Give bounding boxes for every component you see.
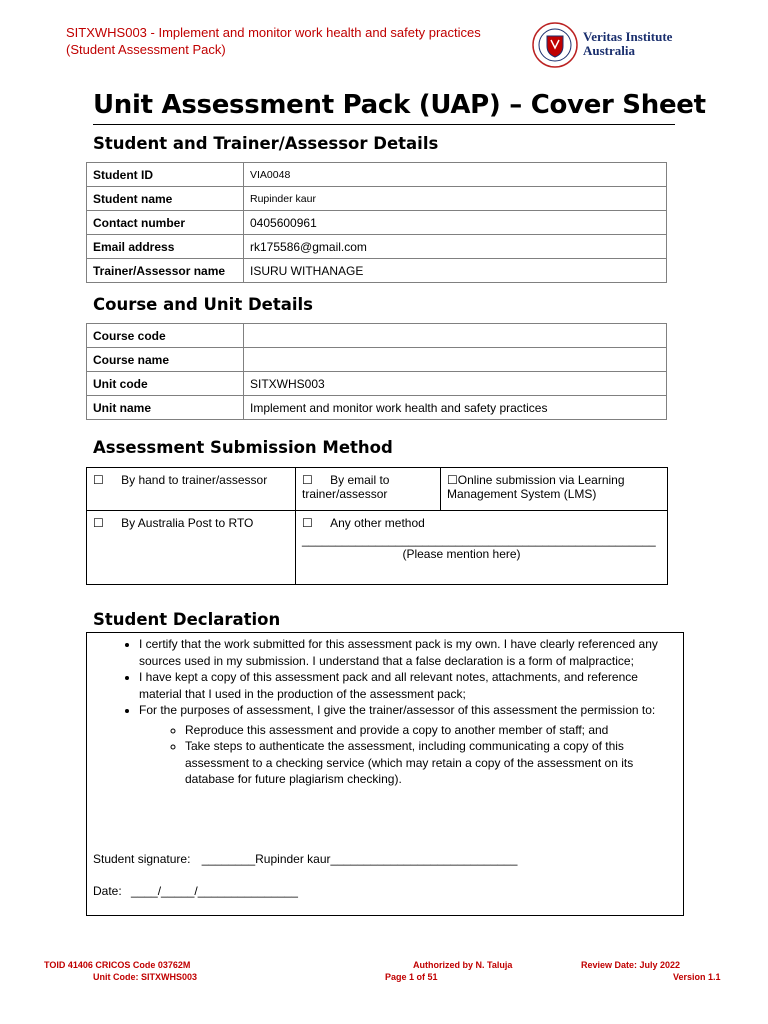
- student-details-heading: Student and Trainer/Assessor Details: [93, 134, 439, 153]
- other-method-hint: (Please mention here): [402, 547, 521, 561]
- table-row: [87, 235, 667, 259]
- footer-version: Version 1.1: [673, 972, 721, 982]
- table-row: [87, 211, 667, 235]
- student-id-value[interactable]: VIA0048: [244, 163, 667, 187]
- date-line: [93, 884, 298, 898]
- course-code-value[interactable]: [244, 324, 667, 348]
- list-item: • I have kept a copy of this assessment pack and all relevant notes, attachments, and reference material that I used in the production of the assessment pack;: [139, 669, 683, 702]
- course-name-value[interactable]: [244, 348, 667, 372]
- unit-code-value[interactable]: SITXWHS003: [244, 372, 667, 396]
- submission-method-table: [86, 467, 668, 585]
- student-name-label: Student name: [87, 187, 244, 211]
- by-email-option[interactable]: [296, 468, 441, 511]
- table-row: [87, 372, 667, 396]
- trainer-name-value[interactable]: ISURU WITHANAGE: [244, 259, 667, 283]
- list-item: [139, 702, 683, 788]
- other-method-label: Any other method: [330, 516, 425, 530]
- checkbox-icon[interactable]: ☐: [302, 516, 313, 530]
- logo-text-line2: Australia: [583, 43, 635, 58]
- trainer-name-label: Trainer/Assessor name: [87, 259, 244, 283]
- submission-method-heading: Assessment Submission Method: [93, 438, 393, 457]
- course-details-table: [86, 323, 667, 420]
- signature-label: Student signature:: [93, 852, 191, 866]
- online-option[interactable]: [441, 468, 668, 511]
- list-item-text: For the purposes of assessment, I give the trainer/assessor of this assessment the permission to:: [139, 703, 656, 717]
- date-label: Date:: [93, 884, 122, 898]
- checkbox-icon[interactable]: ☐: [93, 473, 104, 487]
- table-row: [87, 396, 667, 420]
- student-details-table: [86, 162, 667, 283]
- title-rule: [93, 124, 675, 125]
- table-row: [87, 511, 668, 585]
- signature-field[interactable]: ________Rupinder kaur____________________________: [201, 852, 518, 866]
- unit-code-label: Unit code: [87, 372, 244, 396]
- footer-review-date: Review Date: July 2022: [581, 960, 681, 970]
- online-label-2: Management System (LMS): [447, 487, 597, 501]
- crest-icon: [530, 22, 580, 68]
- course-details-heading: Course and Unit Details: [93, 295, 313, 314]
- table-row: [87, 348, 667, 372]
- course-name-label: Course name: [87, 348, 244, 372]
- by-email-label-1: By email to: [330, 473, 390, 487]
- table-row: [87, 163, 667, 187]
- table-row: [87, 468, 668, 511]
- student-name-value[interactable]: Rupinder kaur: [244, 187, 667, 211]
- table-row: [87, 187, 667, 211]
- other-method-option[interactable]: [296, 511, 668, 585]
- unit-name-label: Unit name: [87, 396, 244, 420]
- declaration-box: [86, 632, 684, 916]
- by-hand-option[interactable]: [87, 468, 296, 511]
- online-label-1: Online submission via Learning: [457, 473, 625, 487]
- email-address-value[interactable]: rk175586@gmail.com: [244, 235, 667, 259]
- header-title: SITXWHS003 - Implement and monitor work health and safety practices: [66, 25, 481, 40]
- list-item: ◦ Reproduce this assessment and provide a copy to another member of staff; and: [185, 722, 683, 739]
- contact-number-value[interactable]: 0405600961: [244, 211, 667, 235]
- student-declaration-heading: Student Declaration: [93, 610, 281, 629]
- by-post-label: By Australia Post to RTO: [121, 516, 254, 530]
- by-hand-label: By hand to trainer/assessor: [121, 473, 268, 487]
- footer-page-number: Page 1 of 51: [385, 972, 438, 982]
- date-field[interactable]: ____/_____/_______________: [131, 884, 298, 898]
- course-code-label: Course code: [87, 324, 244, 348]
- footer-unit-code: Unit Code: SITXWHS003: [93, 972, 198, 982]
- student-id-label: Student ID: [87, 163, 244, 187]
- email-address-label: Email address: [87, 235, 244, 259]
- declaration-sublist: [139, 722, 683, 788]
- unit-name-value[interactable]: Implement and monitor work health and safety practices: [244, 396, 667, 420]
- contact-number-label: Contact number: [87, 211, 244, 235]
- logo-text: [583, 30, 672, 58]
- checkbox-icon[interactable]: ☐: [302, 473, 313, 487]
- header-subtitle: (Student Assessment Pack): [66, 42, 226, 57]
- table-row: [87, 324, 667, 348]
- footer-toid: TOID 41406 CRICOS Code 03762M: [44, 960, 191, 970]
- list-item: • I certify that the work submitted for this assessment pack is my own. I have clearly referenced any sources used in my submission. I understand that a false declaration is a form of malpractice;: [139, 636, 683, 669]
- footer-authorized: Authorized by N. Taluja: [413, 960, 513, 970]
- signature-line: [93, 852, 517, 866]
- other-method-line[interactable]: _____________________________________________________: [302, 533, 656, 547]
- list-item: ◦ Take steps to authenticate the assessment, including communicating a copy of this assessment to a checking service (which may retain a copy of the assessment on its database for future plagiarism checking).: [185, 738, 683, 788]
- document-title: Unit Assessment Pack (UAP) – Cover Sheet: [93, 90, 706, 120]
- logo-text-line1: Veritas Institute: [583, 29, 673, 44]
- checkbox-icon[interactable]: ☐: [447, 473, 458, 487]
- table-row: [87, 259, 667, 283]
- checkbox-icon[interactable]: ☐: [93, 516, 104, 530]
- declaration-list: [87, 636, 683, 788]
- by-email-label-2: trainer/assessor: [302, 487, 388, 501]
